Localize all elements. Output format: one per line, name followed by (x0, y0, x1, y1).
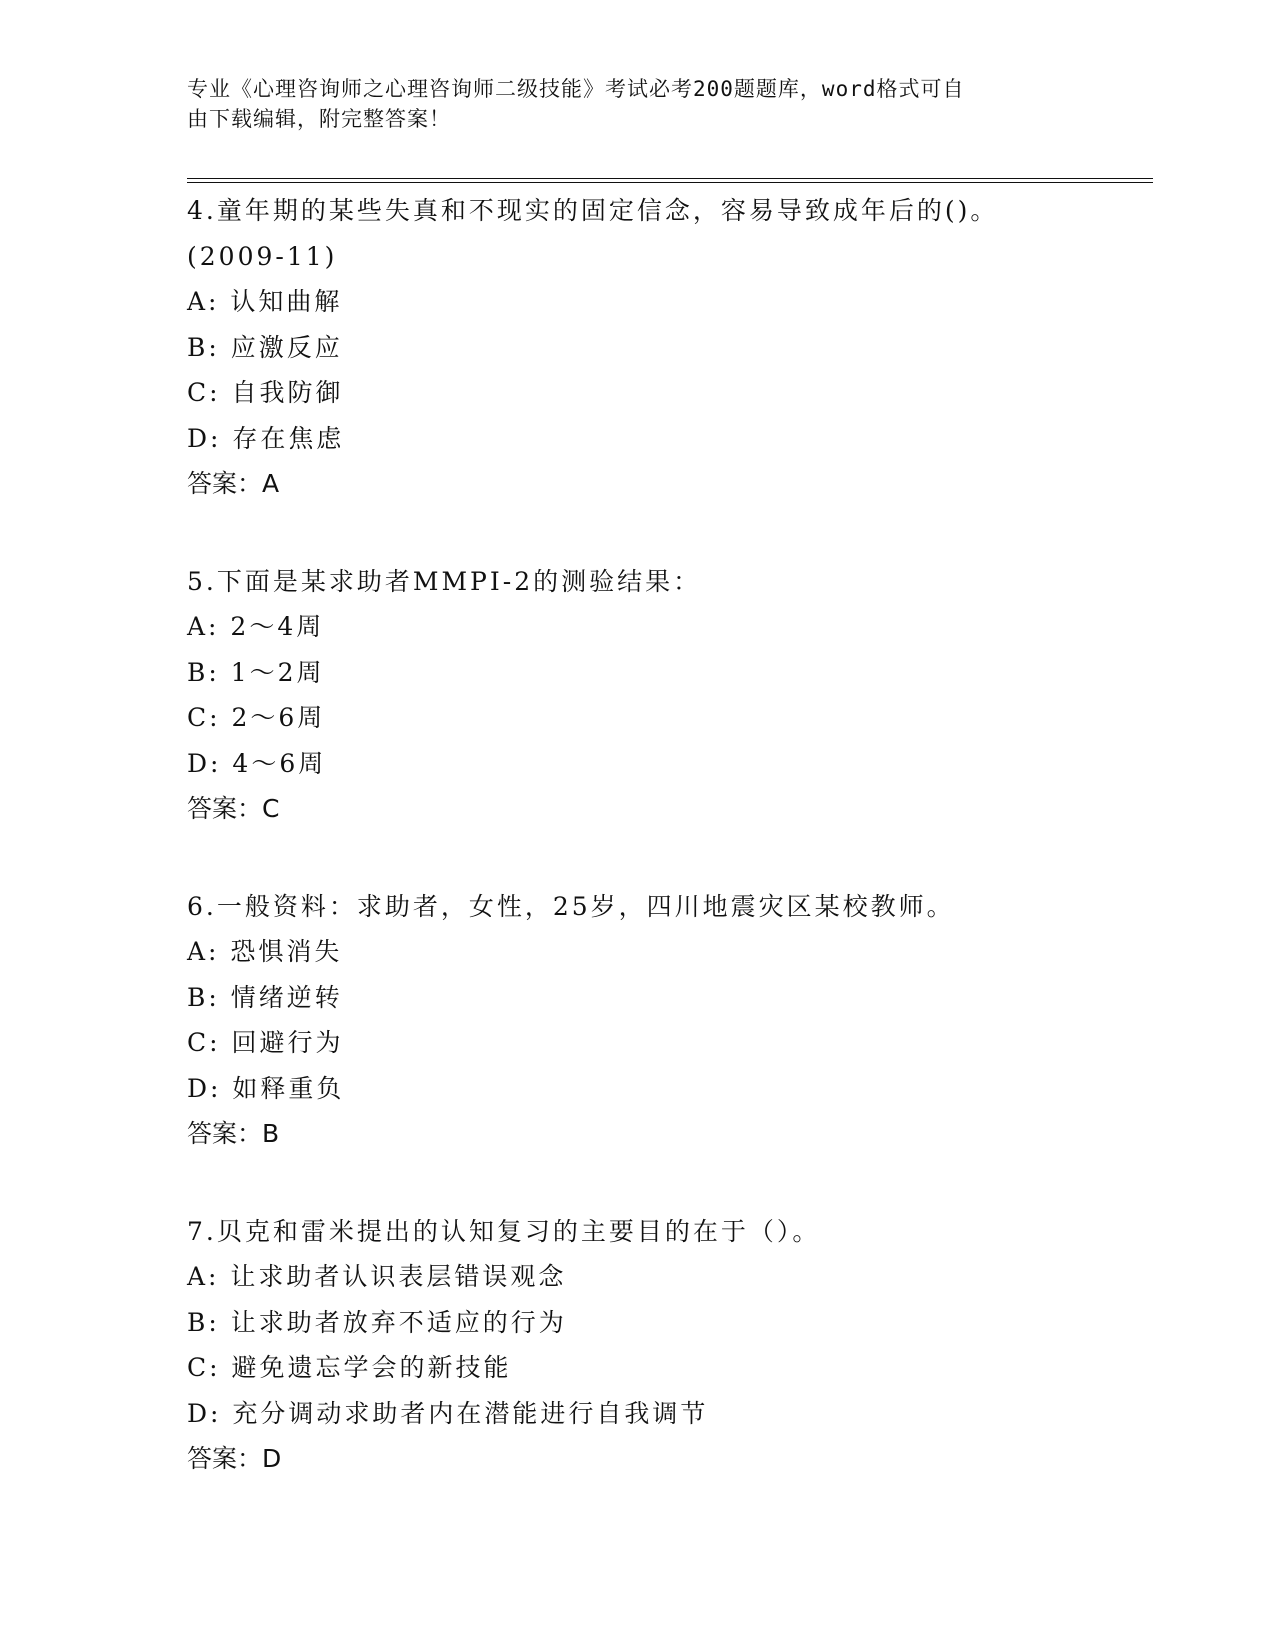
header-divider-top (187, 178, 1153, 179)
option-c: C: 避免遗忘学会的新技能 (187, 1353, 512, 1382)
answer-line: 答案：A (187, 469, 280, 498)
answer-line: 答案：B (187, 1119, 280, 1148)
option-c: C: 自我防御 (187, 378, 344, 407)
header-divider-bottom (187, 182, 1153, 183)
option-b: B: 1～2周 (187, 657, 325, 687)
option-d: D: 4～6周 (187, 748, 327, 778)
option-d: D: 存在焦虑 (187, 423, 345, 453)
option-d: D: 如释重负 (187, 1073, 345, 1103)
option-b: B: 情绪逆转 (187, 982, 343, 1012)
option-b: B: 应激反应 (187, 332, 343, 362)
option-a: A: 认知曲解 (187, 287, 343, 316)
option-c: C: 回避行为 (187, 1028, 344, 1057)
option-b: B: 让求助者放弃不适应的行为 (187, 1307, 567, 1337)
question-stem: 4.童年期的某些失真和不现实的固定信念，容易导致成年后的()。 (187, 196, 999, 225)
question-6 (187, 884, 1153, 1157)
option-a: A: 2～4周 (187, 612, 325, 641)
question-4 (187, 188, 1153, 507)
question-list (187, 188, 1153, 1534)
question-5 (187, 559, 1153, 832)
option-a: A: 让求助者认识表层错误观念 (187, 1262, 567, 1291)
question-stem-continued: (2009-11) (187, 241, 338, 271)
option-d: D: 充分调动求助者内在潜能进行自我调节 (187, 1398, 709, 1428)
answer-line: 答案：D (187, 1444, 282, 1473)
answer-line: 答案：C (187, 794, 280, 823)
option-a: A: 恐惧消失 (187, 937, 343, 966)
question-stem: 6.一般资料：求助者，女性，25岁，四川地震灾区某校教师。 (187, 891, 955, 921)
question-stem: 5.下面是某求助者MMPI-2的测验结果： (187, 566, 702, 596)
question-stem: 7.贝克和雷米提出的认知复习的主要目的在于（）。 (187, 1216, 821, 1246)
option-c: C: 2～6周 (187, 703, 326, 732)
question-7 (187, 1209, 1153, 1482)
document-header: 专业《心理咨询师之心理咨询师二级技能》考试必考200题题库，word格式可自 由下载编辑，附完整答案！ (187, 77, 965, 131)
